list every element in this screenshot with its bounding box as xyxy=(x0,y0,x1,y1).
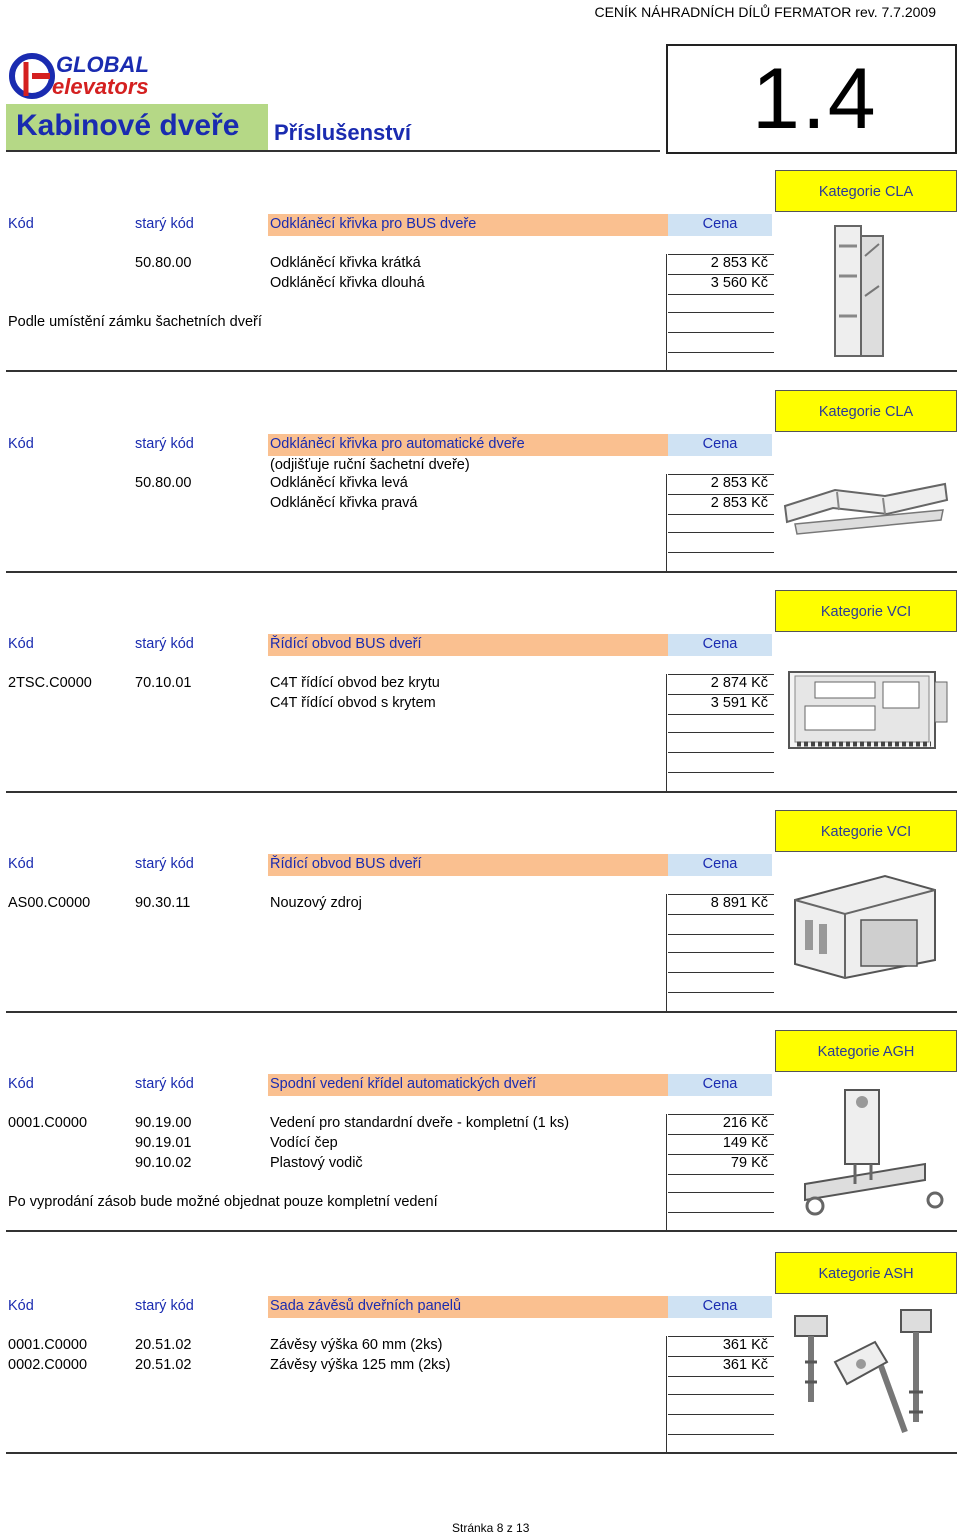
table-row: 0001.C0000 90.19.00 Vedení pro standardní dveře - kompletní (1 ks) 216 Kč xyxy=(8,1115,768,1131)
section-heading: Řídící obvod BUS dveří xyxy=(268,634,668,656)
section-header: Kód starý kód Sada závěsů dveřních panelů Cena xyxy=(6,1296,772,1318)
table-row: Odkláněcí křivka pravá 2 853 Kč xyxy=(270,495,768,511)
table-row: 50.80.00 Odkláněcí křivka levá 2 853 Kč xyxy=(135,475,768,491)
col-cena: Cena xyxy=(668,214,772,236)
section-subheading: (odjišťuje ruční šachetní dveře) xyxy=(270,457,470,473)
global-elevators-logo xyxy=(8,50,188,102)
circuit-board-image xyxy=(775,652,955,762)
section-ash xyxy=(6,1252,957,1454)
section-header: Kód starý kód Řídící obvod BUS dveří Cena xyxy=(6,854,772,876)
page-subtitle: Příslušenství xyxy=(274,120,411,145)
section-vci-circuit xyxy=(6,590,957,793)
table-row: 90.19.01 Vodící čep 149 Kč xyxy=(135,1135,768,1151)
category-badge: Kategorie ASH xyxy=(775,1252,957,1294)
section-vci-power xyxy=(6,810,957,1013)
table-row: 0001.C0000 20.51.02 Závěsy výška 60 mm (2ks) 361 Kč xyxy=(8,1337,768,1353)
section-cla-bus xyxy=(6,170,957,372)
category-badge: Kategorie AGH xyxy=(775,1030,957,1072)
category-badge: Kategorie CLA xyxy=(775,390,957,432)
section-note: Podle umístění zámku šachetních dveří xyxy=(8,314,262,330)
table-row: Odkláněcí křivka dlouhá 3 560 Kč xyxy=(270,275,768,291)
section-cla-auto xyxy=(6,390,957,573)
section-heading: Odkláněcí křivka pro BUS dveře xyxy=(268,214,668,236)
table-row: C4T řídící obvod s krytem 3 591 Kč xyxy=(270,695,768,711)
hanger-set-image xyxy=(775,1302,955,1442)
table-row: 90.10.02 Plastový vodič 79 Kč xyxy=(135,1155,768,1171)
title-band xyxy=(6,104,660,152)
section-header: Kód starý kód Spodní vedení křídel automatických dveří Cena xyxy=(6,1074,772,1096)
table-row: 2TSC.C0000 70.10.01 C4T řídící obvod bez krytu 2 874 Kč xyxy=(8,675,768,691)
chapter-number-box xyxy=(666,44,957,154)
section-agh xyxy=(6,1030,957,1232)
section-heading: Řídící obvod BUS dveří xyxy=(268,854,668,876)
col-stary: starý kód xyxy=(135,216,194,232)
logo-text-elevators: elevators xyxy=(52,74,149,99)
section-header: Kód starý kód Řídící obvod BUS dveří Cena xyxy=(6,634,772,656)
chapter-number: 1.4 xyxy=(752,51,878,147)
section-heading: Spodní vedení křídel automatických dveří xyxy=(268,1074,668,1096)
section-header xyxy=(6,214,772,236)
section-header: Kód starý kód Odkláněcí křivka pro automatické dveře Cena xyxy=(6,434,772,456)
category-badge: Kategorie CLA xyxy=(775,170,957,212)
page-footer: Stránka 8 z 13 xyxy=(452,1521,530,1535)
section-heading: Odkláněcí křivka pro automatické dveře xyxy=(268,434,668,456)
document-title: CENÍK NÁHRADNÍCH DÍLŮ FERMATOR rev. 7.7.2009 xyxy=(594,4,936,20)
section-heading: Sada závěsů dveřních panelů xyxy=(268,1296,668,1318)
col-kod: Kód xyxy=(8,216,34,232)
deflector-short-image xyxy=(775,216,955,368)
power-supply-image xyxy=(775,860,955,980)
deflector-auto-image xyxy=(775,440,955,560)
table-row: 0002.C0000 20.51.02 Závěsy výška 125 mm (2ks) 361 Kč xyxy=(8,1357,768,1373)
table-row: AS00.C0000 90.30.11 Nouzový zdroj 8 891 Kč xyxy=(8,895,768,911)
page-title: Kabinové dveře xyxy=(6,104,268,150)
logo-text-global: GLOBAL xyxy=(56,52,149,77)
door-guide-image xyxy=(775,1080,955,1220)
section-note: Po vyprodání zásob bude možné objednat pouze kompletní vedení xyxy=(8,1194,438,1210)
table-row: 50.80.00 Odkláněcí křivka krátká 2 853 Kč xyxy=(135,255,768,271)
category-badge: Kategorie VCI xyxy=(775,810,957,852)
category-badge: Kategorie VCI xyxy=(775,590,957,632)
